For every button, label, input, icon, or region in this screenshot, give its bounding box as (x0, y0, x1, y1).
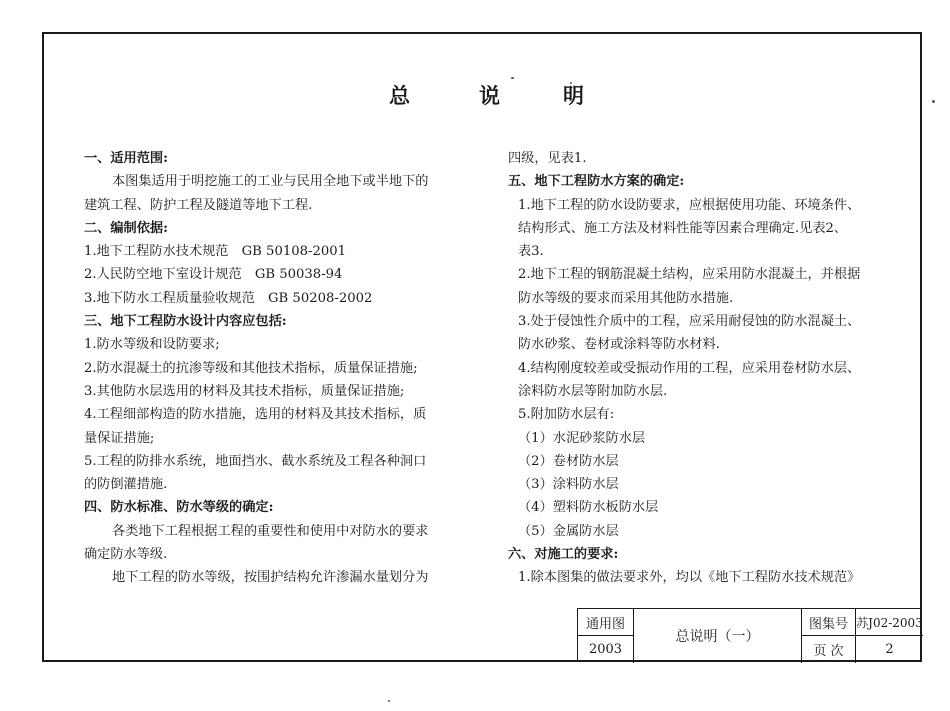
section-heading-5: 五、地下工程防水方案的确定: (508, 174, 685, 190)
text-line: 4.工程细部构造的防水措施，选用的材料及其技术指标，质 (84, 407, 427, 423)
left-text-column (84, 147, 484, 590)
text-line: 3.其他防水层选用的材料及其技术指标，质量保证措施; (84, 383, 405, 399)
section-heading-6: 六、对施工的要求: (508, 547, 619, 563)
text-line: 1.除本图集的做法要求外，均以《地下工程防水技术规范》 (518, 570, 861, 586)
text-line: 5.工程的防排水系统，地面挡水、截水系统及工程各种洞口 (84, 453, 427, 469)
text-line: 表3. (518, 244, 544, 260)
page-number-label: 页 次 (802, 636, 856, 663)
section-heading-1: 一、适用范围: (84, 151, 168, 166)
text-line: 建筑工程、防护工程及隧道等地下工程. (84, 197, 313, 213)
atlas-number-label: 图集号 (802, 609, 856, 636)
layer-item: （2）卷材防水层 (518, 453, 619, 469)
text-line: 2.防水混凝土的抗渗等级和其他技术指标，质量保证措施; (84, 360, 418, 376)
sheet-title: 总说明（一） (634, 609, 802, 663)
scan-speck (511, 77, 514, 79)
section-heading-4: 四、防水标准、防水等级的确定: (84, 500, 274, 516)
title-block (577, 608, 922, 662)
reference-item: 1.地下工程防水技术规范 GB 50108-2001 (84, 244, 347, 260)
title-char-1: 总 (389, 84, 410, 108)
text-line: 5.附加防水层有: (518, 407, 615, 423)
drawing-type-label: 通用图 (578, 609, 634, 636)
scan-speck (388, 700, 390, 702)
text-line: 4.结构刚度较差或受振动作用的工程，应采用卷材防水层、 (518, 360, 861, 376)
scan-speck (932, 100, 935, 103)
text-line: 2.地下工程的钢筋混凝土结构，应采用防水混凝土，并根据 (518, 267, 861, 283)
right-text-column (508, 147, 908, 590)
text-line: 3.处于侵蚀性介质中的工程，应采用耐侵蚀的防水混凝土、 (518, 314, 861, 330)
layer-item: （3）涂料防水层 (518, 477, 619, 493)
text-line: 地下工程的防水等级，按围护结构允许渗漏水量划分为 (112, 570, 429, 586)
text-line: 确定防水等级. (84, 547, 168, 563)
layer-item: （1）水泥砂浆防水层 (518, 430, 646, 446)
text-line: 的防倒灌措施. (84, 477, 168, 493)
text-line: 结构形式、施工方法及材料性能等因素合理确定.见表2、 (518, 220, 848, 236)
reference-item: 2.人民防空地下室设计规范 GB 50038-94 (84, 267, 343, 283)
section-heading-3: 三、地下工程防水设计内容应包括: (84, 314, 287, 330)
reference-item: 3.地下防水工程质量验收规范 GB 50208-2002 (84, 290, 373, 306)
layer-item: （4）塑料防水板防水层 (518, 500, 659, 516)
text-line: 涂料防水层等附加防水层. (518, 383, 668, 399)
text-line: 1.防水等级和设防要求; (84, 337, 220, 353)
section-heading-2: 二、编制依据: (84, 220, 168, 236)
title-char-3: 明 (563, 84, 584, 108)
atlas-number-value: 苏J02-2003 (856, 609, 923, 636)
title-char-2: 说 (479, 84, 500, 108)
page-title (0, 80, 950, 116)
text-line: 本图集适用于明挖施工的工业与民用全地下或半地下的 (112, 174, 429, 190)
scan-speck (570, 82, 572, 84)
text-line: 量保证措施; (84, 430, 155, 446)
text-line: 四级，见表1. (508, 151, 587, 166)
year-value: 2003 (578, 636, 634, 663)
text-line: 1.地下工程的防水设防要求，应根据使用功能、环境条件、 (518, 197, 861, 213)
text-line: 防水砂浆、卷材或涂料等防水材料. (518, 337, 721, 353)
layer-item: （5）金属防水层 (518, 523, 619, 539)
text-line: 各类地下工程根据工程的重要性和使用中对防水的要求 (112, 523, 429, 539)
text-line: 防水等级的要求而采用其他防水措施. (518, 290, 734, 306)
page-number-value: 2 (885, 642, 894, 657)
